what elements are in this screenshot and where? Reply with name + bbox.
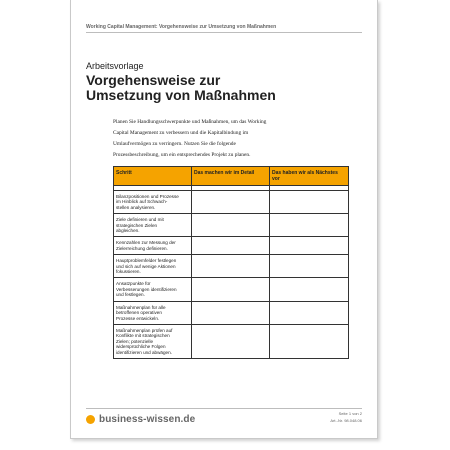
page-number: Seite 1 von 2	[338, 411, 362, 416]
step-text-line: Konflikte mit strategischen	[116, 333, 170, 339]
column-header-step: Schritt	[114, 167, 192, 186]
table-row	[114, 255, 349, 278]
intro-paragraph	[113, 117, 313, 161]
detail-input-cell[interactable]	[192, 278, 270, 301]
page-info	[330, 410, 362, 424]
step-cell	[114, 301, 192, 324]
step-text-line: Ziele definieren und mit	[116, 217, 164, 223]
brand-logo	[86, 414, 195, 425]
document-title	[86, 73, 356, 103]
step-text-line: Verbesserungen identifizieren	[116, 286, 177, 292]
step-text-line: und sich auf wenige Aktionen	[116, 263, 176, 269]
running-header: Working Capital Management: Vorgehensweise zur Umsetzung von Maßnahmen	[86, 24, 362, 33]
step-text-line: Maßnahmenplan prüfen auf	[116, 327, 173, 333]
table-row	[114, 214, 349, 237]
table-row	[114, 301, 349, 324]
next-steps-input-cell[interactable]	[270, 301, 349, 324]
next-steps-input-cell[interactable]	[270, 324, 349, 358]
document-page	[70, 0, 378, 439]
step-text-line: Hauptproblemfelder festlegen	[116, 258, 177, 264]
table-row	[114, 278, 349, 301]
brand-name: business-wissen.de	[99, 414, 196, 425]
step-text-line: Kennzahlen zur Messung der	[116, 240, 176, 246]
document-title-line: Vorgehensweise zur	[86, 72, 221, 88]
detail-input-cell[interactable]	[192, 324, 270, 358]
step-text-line: stellen analysieren.	[116, 204, 156, 210]
intro-line: Capital Management zu verbessern und die Kapitalbindung im	[113, 130, 249, 136]
step-cell	[114, 324, 192, 358]
step-text-line: fokussieren.	[116, 269, 141, 275]
step-text-line: abgleichen.	[116, 228, 140, 234]
step-cell	[114, 214, 192, 237]
footer-divider	[86, 408, 362, 409]
step-text-line: strategischen Zielen	[116, 222, 158, 228]
intro-line: Prozessbeschreibung, um ein entsprechendes Projekt zu planen.	[113, 152, 251, 158]
table-body	[114, 186, 349, 359]
detail-input-cell[interactable]	[192, 191, 270, 214]
step-text-line: im Hinblick auf Schwach-	[116, 199, 168, 205]
detail-input-cell[interactable]	[192, 214, 270, 237]
step-cell	[114, 237, 192, 255]
step-cell	[114, 278, 192, 301]
document-title-line: Umsetzung von Maßnahmen	[86, 87, 276, 103]
table-row	[114, 237, 349, 255]
step-cell	[114, 191, 192, 214]
steps-table	[113, 166, 349, 359]
article-number: Art.-Nr. 98.048.06	[330, 418, 362, 423]
intro-line: Umlaufvermögen zu verringern. Nutzen Sie die folgende	[113, 141, 236, 147]
next-steps-input-cell[interactable]	[270, 191, 349, 214]
step-text-line: Zielerreichung definieren.	[116, 245, 168, 251]
next-steps-input-cell[interactable]	[270, 214, 349, 237]
column-header-next: Das haben wir als Nächstes vor	[270, 167, 349, 186]
detail-input-cell[interactable]	[192, 255, 270, 278]
step-text-line: Bilanzpositionen und Prozesse	[116, 194, 179, 199]
step-text-line: Prozesse entwickeln.	[116, 315, 160, 321]
step-text-line: betroffenen operativen	[116, 310, 162, 316]
step-text-line: widersprüchliche Folgen	[116, 344, 166, 350]
detail-input-cell[interactable]	[192, 301, 270, 324]
step-cell	[114, 255, 192, 278]
intro-line: Planen Sie Handlungsschwerpunkte und Maßnahmen, um das Working	[113, 119, 267, 125]
detail-input-cell[interactable]	[192, 237, 270, 255]
step-text-line: und festlegen.	[116, 292, 145, 298]
step-text-line: Ansatzpunkte für	[116, 281, 151, 287]
column-header-detail: Das machen wir im Detail	[192, 167, 270, 186]
step-text-line: Zielen; potenzielle	[116, 338, 154, 344]
next-steps-input-cell[interactable]	[270, 278, 349, 301]
table-header-row	[114, 167, 349, 186]
next-steps-input-cell[interactable]	[270, 237, 349, 255]
document-category: Arbeitsvorlage	[86, 61, 144, 71]
step-text-line: Maßnahmenplan für alle	[116, 304, 166, 310]
table-row	[114, 324, 349, 358]
brand-dot-icon	[86, 415, 95, 424]
step-text-line: identifizieren und abwägen.	[116, 349, 172, 355]
next-steps-input-cell[interactable]	[270, 255, 349, 278]
table-row	[114, 191, 349, 214]
